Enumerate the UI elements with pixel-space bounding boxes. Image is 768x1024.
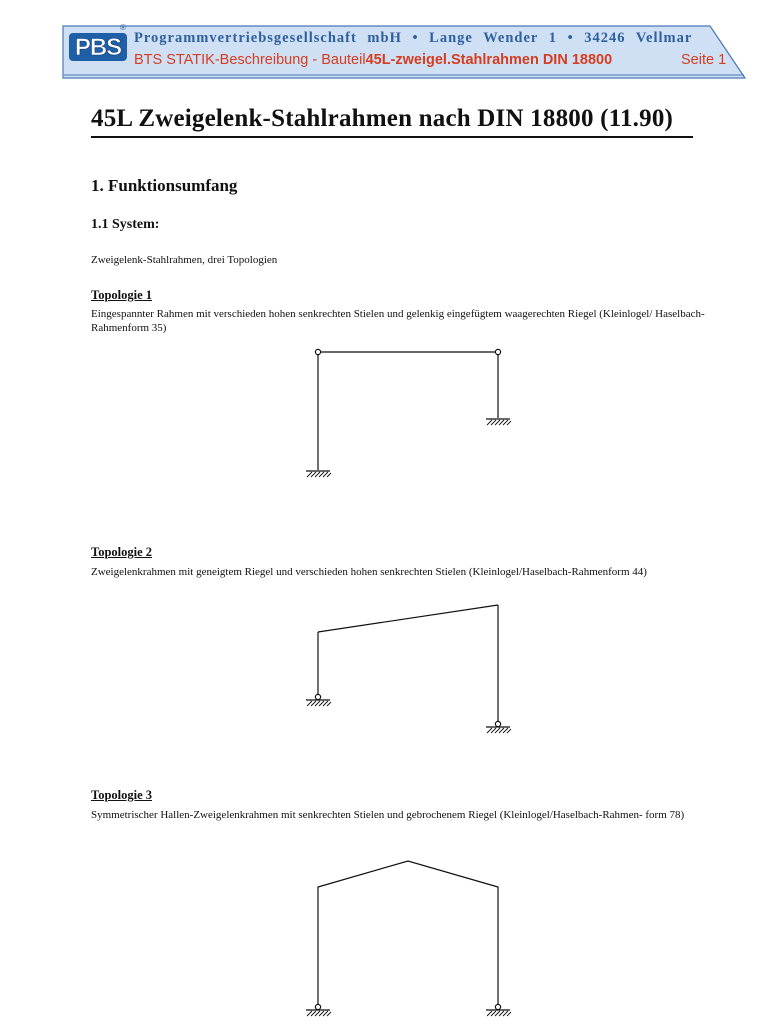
ground-right bbox=[486, 727, 511, 733]
page-title: 45L Zweigelenk-Stahlrahmen nach DIN 18800 (11.90) bbox=[91, 105, 693, 138]
topology-1-diagram bbox=[306, 349, 511, 477]
topology-2-heading: Topologie 2 bbox=[91, 545, 153, 559]
fixed-support-left bbox=[306, 471, 331, 477]
intro-text: Zweigelenk-Stahlrahmen, drei Topologien bbox=[91, 254, 278, 266]
topology-3-diagram bbox=[306, 861, 511, 1016]
inclined-beam bbox=[318, 605, 498, 632]
pin-support-right bbox=[495, 721, 500, 726]
topology-1-heading: Topologie 1 bbox=[91, 288, 153, 302]
doc-component: 45L-zweigel.Stahlrahmen DIN 18800 bbox=[365, 52, 613, 68]
pin-support-left bbox=[315, 694, 320, 699]
doc-prefix: BTS STATIK-Beschreibung - Bauteil bbox=[134, 52, 366, 68]
ground-right bbox=[486, 1010, 511, 1016]
ground-left bbox=[306, 1010, 331, 1016]
subsection-heading: 1.1 System: bbox=[91, 217, 160, 232]
topology-1-description: Eingespannter Rahmen mit verschieden hohen senkrechten Stielen und gelenkig eingefügtem waagerechten Riegel (Kleinlogel/ Haselbach-Rahmenform 35) bbox=[91, 308, 705, 334]
gable-frame bbox=[318, 861, 498, 1005]
topology-2-description: Zweigelenkrahmen mit geneigtem Riegel und verschieden hohen senkrechten Stielen (Kleinlogel/Haselbach-Rahmenform 44) bbox=[91, 566, 647, 578]
registered-mark: ® bbox=[120, 23, 126, 32]
topology-2-diagram bbox=[306, 605, 511, 733]
page-number: Seite 1 bbox=[681, 52, 727, 68]
fixed-support-right bbox=[486, 419, 511, 425]
logo-text: PBS bbox=[74, 34, 122, 61]
pin-support-left bbox=[315, 1004, 320, 1009]
company-line: Programmvertriebsgesellschaft mbH • Lange Wender 1 • 34246 Vellmar bbox=[134, 30, 693, 46]
topology-3-heading: Topologie 3 bbox=[91, 788, 153, 802]
ground-left bbox=[306, 700, 331, 706]
section-heading: 1. Funktionsumfang bbox=[91, 176, 238, 195]
topology-3-description: Symmetrischer Hallen-Zweigelenkrahmen mit senkrechten Stielen und gebrochenem Riegel (Kleinlogel/Haselbach-Rahmen- form 78) bbox=[91, 809, 685, 821]
pin-support-right bbox=[495, 1004, 500, 1009]
hinge-left bbox=[315, 349, 320, 354]
hinge-right bbox=[495, 349, 500, 354]
